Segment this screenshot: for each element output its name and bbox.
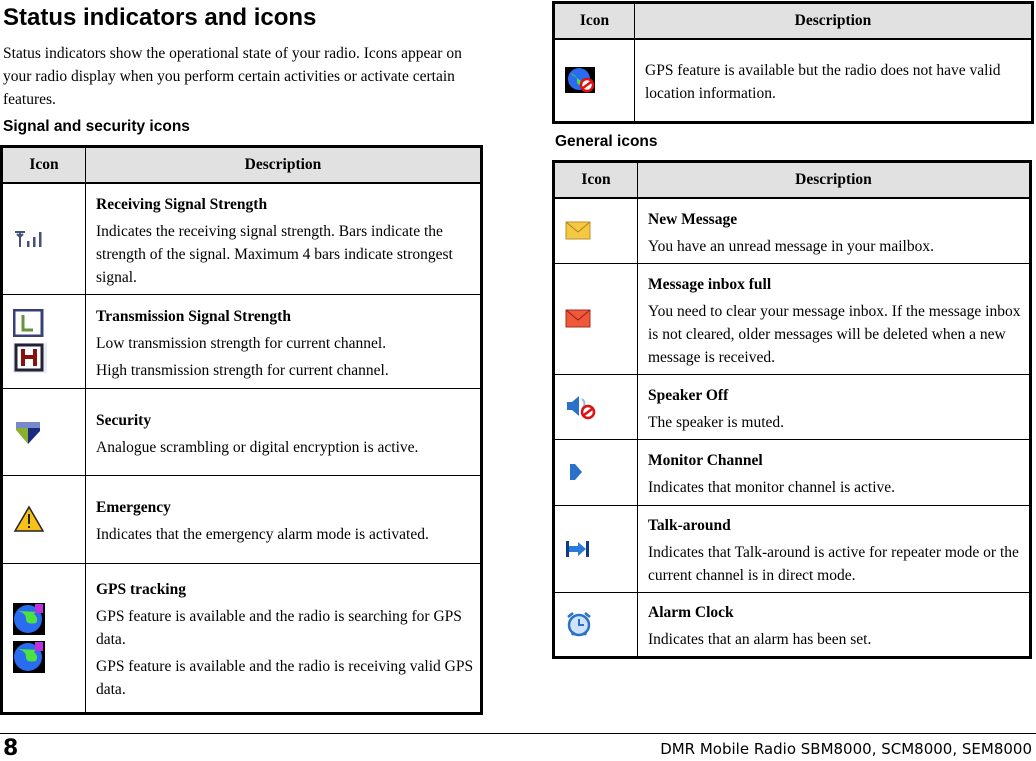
- description-cell: [638, 263, 1031, 374]
- row-description: GPS feature is available and the radio is searching for GPS data.: [96, 608, 462, 648]
- row-description: Low transmission strength for current channel.: [96, 334, 387, 352]
- row-title: Message inbox full: [648, 275, 772, 293]
- page-title: Status indicators and icons: [3, 4, 317, 31]
- description-cell: [638, 592, 1031, 657]
- icon-cell: [554, 263, 638, 374]
- icon-cell: [2, 388, 86, 475]
- table-row: [554, 439, 1031, 505]
- table-row: [554, 263, 1031, 374]
- row-description: Indicates that Talk-around is active for repeater mode or the current channel is in direct mode.: [648, 544, 1019, 584]
- header-icon: Icon: [2, 147, 86, 184]
- gps-globe-icon: [13, 603, 85, 635]
- row-title: Emergency: [96, 499, 171, 516]
- table-row: [554, 592, 1031, 657]
- header-description: Description: [86, 147, 482, 184]
- row-description: High transmission strength for current channel.: [96, 361, 389, 379]
- high-power-icon: [13, 343, 85, 373]
- icon-cell: [2, 183, 86, 294]
- gps-globe-icon: [13, 641, 85, 673]
- description-cell: [86, 475, 482, 563]
- low-power-icon: [13, 309, 85, 337]
- icon-cell: [2, 294, 86, 388]
- envelope-red-icon: [565, 309, 637, 329]
- row-title: Alarm Clock: [648, 604, 734, 621]
- description-cell: [86, 183, 482, 294]
- header-description: Description: [638, 162, 1031, 199]
- row-description: Indicates that an alarm has been set.: [648, 631, 872, 648]
- icon-cell: [554, 439, 638, 505]
- row-description: Indicates that the emergency alarm mode is activated.: [96, 526, 429, 543]
- description-cell: [86, 388, 482, 475]
- table-row: [2, 475, 482, 563]
- description-cell: [638, 374, 1031, 439]
- table-header-row: [2, 147, 482, 184]
- table-row: [554, 505, 1031, 592]
- row-description: The speaker is muted.: [648, 413, 785, 431]
- speaker-off-icon: [565, 394, 637, 420]
- description-cell: [638, 198, 1031, 263]
- page-number: 8: [3, 736, 19, 761]
- table-row: [2, 183, 482, 294]
- monitor-icon: [565, 460, 637, 484]
- section-title-signal: Signal and security icons: [3, 118, 190, 135]
- row-title: Monitor Channel: [648, 452, 763, 469]
- table-row: [554, 39, 1033, 122]
- description-cell: [635, 39, 1033, 122]
- alarm-clock-icon: [565, 610, 637, 638]
- warning-triangle-icon: [13, 505, 85, 533]
- talkaround-icon: [565, 538, 637, 560]
- row-title: GPS tracking: [96, 581, 186, 598]
- icon-cell: [554, 592, 638, 657]
- table-row: [2, 388, 482, 475]
- intro-paragraph: Status indicators show the operational state of your radio. Icons appear on your radio display when you perform certain activities or activate certain features.: [3, 45, 462, 108]
- row-description: GPS feature is available and the radio is receiving valid GPS data.: [96, 658, 474, 698]
- icon-cell: [554, 505, 638, 592]
- header-description: Description: [635, 3, 1033, 40]
- section-title-general: General icons: [555, 133, 658, 150]
- row-title: New Message: [648, 210, 738, 228]
- table-row: [2, 563, 482, 713]
- header-icon: Icon: [554, 3, 635, 40]
- icon-cell: [554, 374, 638, 439]
- signal-icons-table: [0, 145, 483, 715]
- table-header-row: [554, 3, 1033, 40]
- row-title: Transmission Signal Strength: [96, 307, 291, 325]
- footer-divider: [0, 733, 1036, 734]
- security-shield-icon: [13, 418, 85, 446]
- general-icons-table: [552, 160, 1032, 659]
- header-icon: Icon: [554, 162, 638, 199]
- row-description: Indicates that monitor channel is active.: [648, 479, 896, 496]
- row-description: You need to clear your message inbox. If the message inbox is not cleared, older messages will be deleted when a new message is received.: [648, 302, 1021, 366]
- description-cell: [86, 294, 482, 388]
- table-header-row: [554, 162, 1031, 199]
- table-row: [554, 374, 1031, 439]
- icon-cell: [554, 198, 638, 263]
- row-description: You have an unread message in your mailbox.: [648, 237, 934, 255]
- row-description: Analogue scrambling or digital encryption is active.: [96, 438, 419, 456]
- envelope-yellow-icon: [565, 221, 637, 241]
- gps-no-fix-icon: [565, 67, 634, 93]
- row-description: Indicates the receiving signal strength. Bars indicate the strength of the signal. Maximum 4 bars indicate strongest signal.: [96, 222, 453, 286]
- footer-title: DMR Mobile Radio SBM8000, SCM8000, SEM8000: [660, 740, 1032, 758]
- description-cell: [86, 563, 482, 713]
- icon-cell: [2, 475, 86, 563]
- description-cell: [638, 505, 1031, 592]
- row-title: Receiving Signal Strength: [96, 195, 268, 213]
- gps-icons-table: [552, 1, 1034, 124]
- description-cell: [638, 439, 1031, 505]
- row-title: Security: [96, 411, 152, 429]
- row-title: Talk-around: [648, 517, 731, 534]
- icon-cell: [554, 39, 635, 122]
- row-description: GPS feature is available but the radio does not have valid location information.: [645, 62, 1001, 103]
- signal-strength-icon: [13, 228, 85, 250]
- row-title: Speaker Off: [648, 386, 729, 404]
- icon-cell: [2, 563, 86, 713]
- table-row: [554, 198, 1031, 263]
- table-row: [2, 294, 482, 388]
